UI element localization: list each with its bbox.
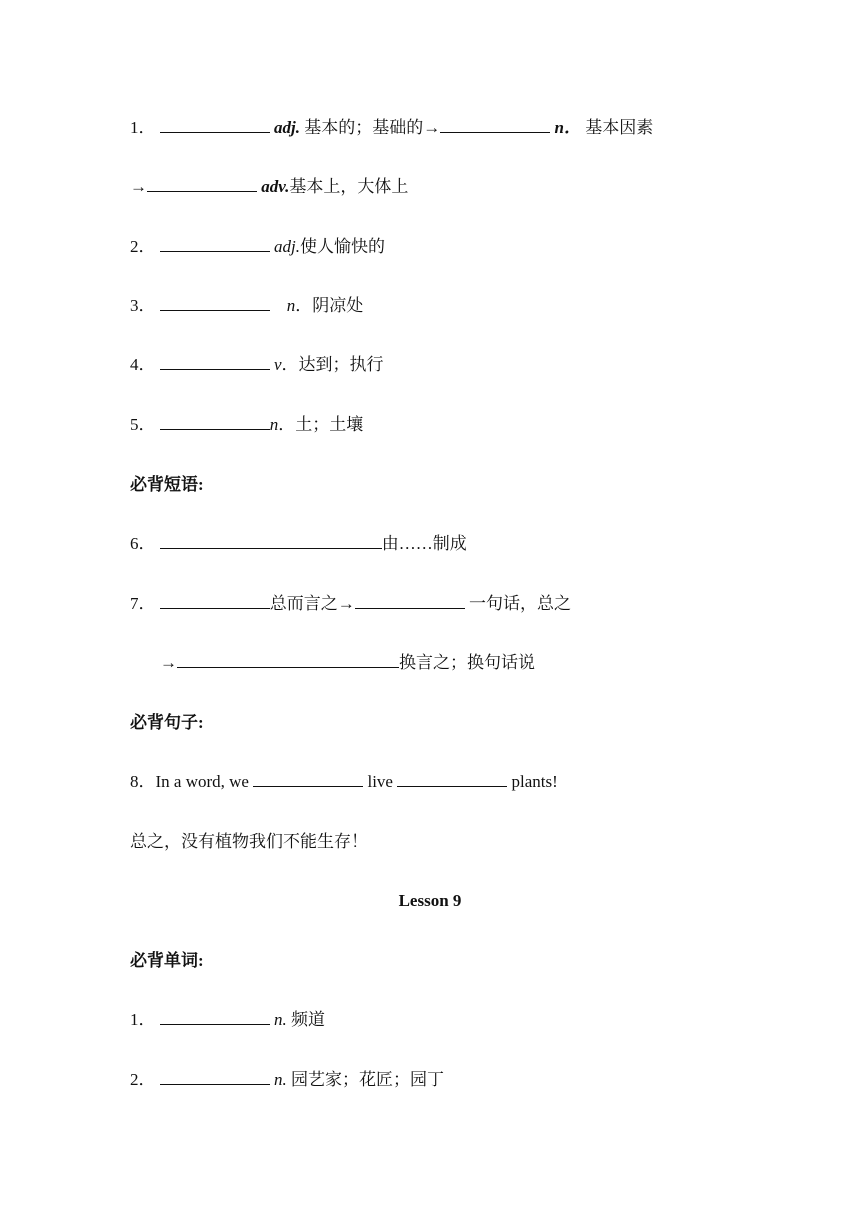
definition: 一句话，总之 bbox=[469, 594, 571, 613]
vocab-line-10 bbox=[130, 1069, 444, 1091]
definition: 频道 bbox=[286, 1010, 325, 1029]
definition: 由……制成 bbox=[381, 534, 467, 553]
definition: 使人愉快的 bbox=[299, 237, 385, 256]
sentence-line-8 bbox=[130, 771, 558, 793]
item-number: 2． bbox=[130, 237, 156, 256]
vocab-line-1 bbox=[130, 117, 653, 139]
definition: ．阴凉处 bbox=[295, 296, 364, 315]
item-number: 7． bbox=[130, 594, 156, 613]
section-heading-phrases: 必背短语: bbox=[130, 475, 204, 494]
definition: 基本上，大体上 bbox=[289, 177, 409, 196]
part-of-speech: n bbox=[269, 415, 279, 434]
item-number: 4． bbox=[130, 355, 156, 374]
arrow: → bbox=[130, 177, 147, 196]
vocab-line-4 bbox=[130, 354, 384, 376]
sentence-text: plants! bbox=[507, 772, 558, 791]
definition: ．土；土壤 bbox=[278, 415, 364, 434]
part-of-speech: n bbox=[286, 296, 296, 315]
phrase-line-7 bbox=[130, 593, 571, 615]
phrase-line-6 bbox=[130, 533, 467, 555]
phrase-line-7-cont bbox=[160, 652, 535, 674]
answer-blank[interactable] bbox=[160, 534, 382, 549]
part-of-speech: adj. bbox=[274, 118, 300, 137]
part-of-speech: adv. bbox=[261, 177, 290, 196]
answer-blank[interactable] bbox=[160, 1010, 270, 1025]
item-number: 6． bbox=[130, 534, 156, 553]
part-of-speech: v bbox=[274, 355, 282, 374]
answer-blank[interactable] bbox=[397, 772, 507, 787]
sentence-text: In a word, we bbox=[155, 772, 254, 791]
vocab-line-9 bbox=[130, 1009, 325, 1031]
definition: 基本因素 bbox=[585, 118, 654, 137]
answer-blank[interactable] bbox=[160, 1070, 270, 1085]
vocab-line-2 bbox=[130, 236, 385, 258]
definition: 换言之；换句话说 bbox=[399, 653, 535, 672]
vocab-line-1-cont bbox=[130, 176, 408, 198]
part-of-speech: adj. bbox=[274, 237, 300, 256]
answer-blank[interactable] bbox=[440, 118, 550, 133]
answer-blank[interactable] bbox=[160, 594, 270, 609]
answer-blank[interactable] bbox=[160, 296, 270, 311]
answer-blank[interactable] bbox=[253, 772, 363, 787]
answer-blank[interactable] bbox=[355, 594, 465, 609]
answer-blank[interactable] bbox=[160, 118, 270, 133]
part-of-speech: n. bbox=[274, 1070, 287, 1089]
definition: 基本的；基础的→ bbox=[304, 118, 441, 137]
definition: ．达到；执行 bbox=[281, 355, 384, 374]
item-number: 1． bbox=[130, 1010, 156, 1029]
definition: 总而言之→ bbox=[269, 594, 355, 613]
answer-blank[interactable] bbox=[160, 415, 270, 430]
item-number: 5． bbox=[130, 415, 156, 434]
lesson-title: Lesson 9 bbox=[398, 891, 462, 910]
part-of-speech: n． bbox=[554, 118, 581, 137]
definition: 园艺家；花匠；园丁 bbox=[286, 1070, 444, 1089]
item-number: 8． bbox=[130, 772, 156, 791]
vocab-line-3 bbox=[130, 295, 363, 317]
item-number: 2． bbox=[130, 1070, 156, 1089]
arrow: → bbox=[160, 653, 177, 672]
vocab-line-5 bbox=[130, 414, 363, 436]
sentence-translation: 总之，没有植物我们不能生存！ bbox=[130, 832, 368, 851]
answer-blank[interactable] bbox=[160, 355, 270, 370]
sentence-text: live bbox=[363, 772, 398, 791]
answer-blank[interactable] bbox=[147, 177, 257, 192]
item-number: 1． bbox=[130, 118, 156, 137]
part-of-speech: n. bbox=[274, 1010, 287, 1029]
answer-blank[interactable] bbox=[177, 653, 399, 668]
item-number: 3． bbox=[130, 296, 156, 315]
section-heading-words: 必背单词: bbox=[130, 951, 204, 970]
answer-blank[interactable] bbox=[160, 237, 270, 252]
section-heading-sentences: 必背句子: bbox=[130, 713, 204, 732]
